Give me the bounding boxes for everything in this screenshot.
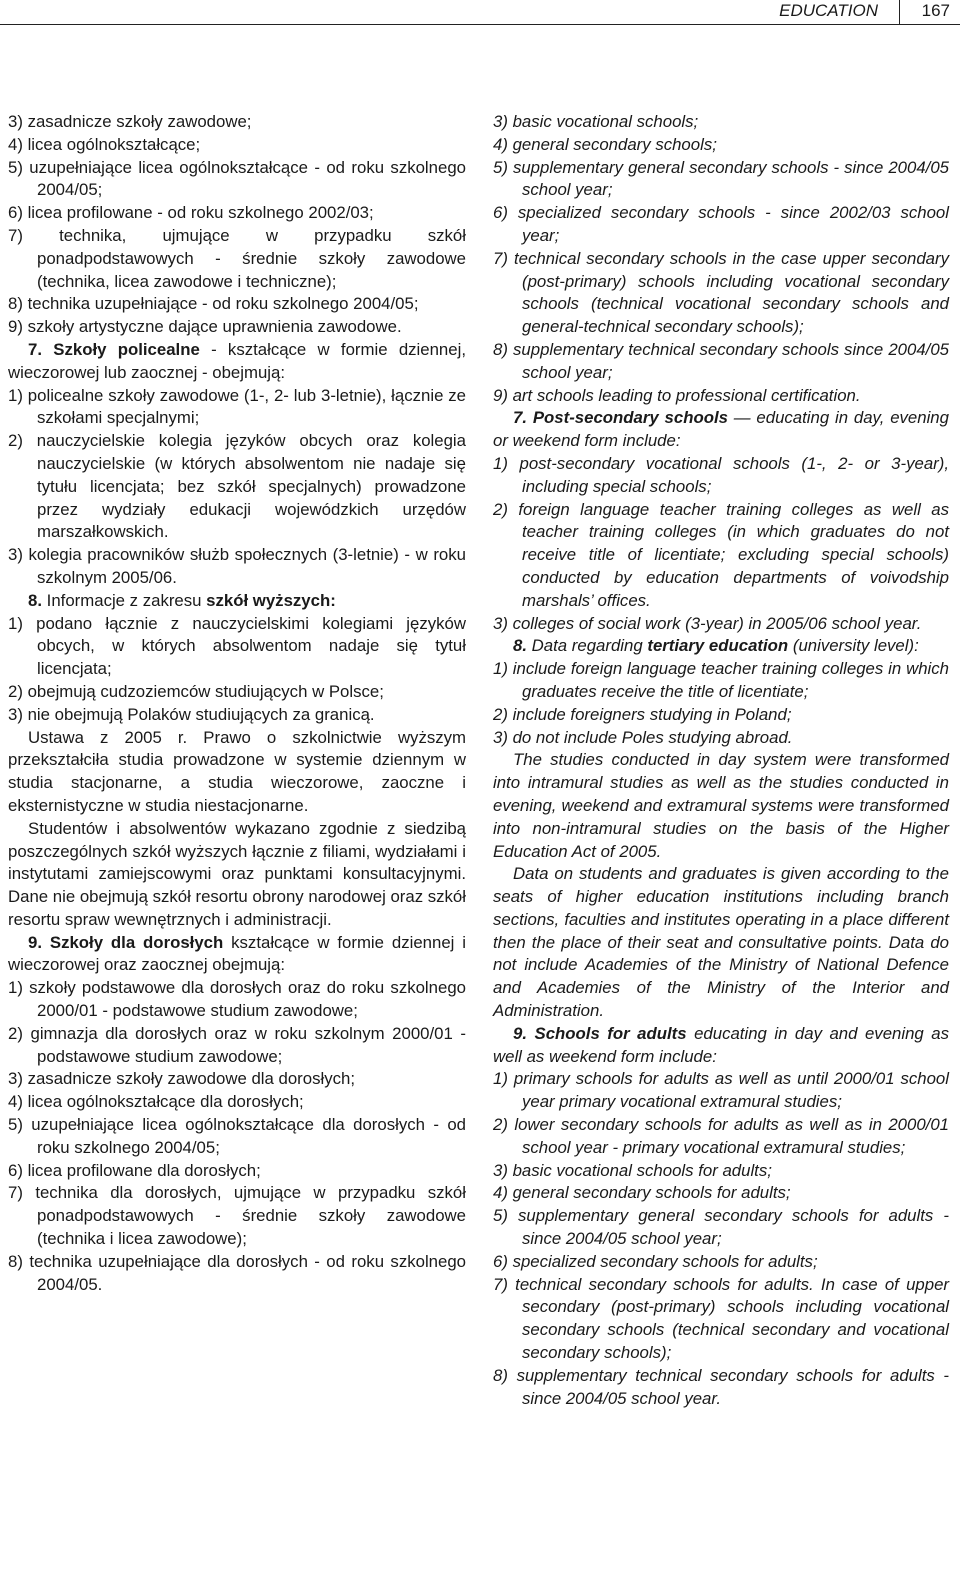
list-item: 8) technika uzupełniające - od roku szkolnego 2004/05; <box>8 294 419 314</box>
list-item: 3) basic vocational schools for adults; <box>493 1160 772 1180</box>
body-paragraph: Ustawa z 2005 r. Prawo o szkolnictwie wyższym przekształciła studia prowadzone w systemie dziennym w studia stacjonarne, a studia wieczorowe, zaoczne i eksternistyczne w studia niestacjonarne. <box>8 727 466 815</box>
section-number: 7. <box>28 339 42 359</box>
section-8-heading <box>493 635 949 658</box>
list-item: 5) supplementary general secondary schools - since 2004/05 school year; <box>493 157 949 200</box>
list-item: 2) nauczycielskie kolegia języków obcych oraz kolegia nauczycielskie (w których absolwentom nie nadaje się tytułu licencjata; bez szkół specjalnych) prowadzone przez wydziały edukacji wojewódzkich urzędów marszałkowskich. <box>8 431 466 542</box>
list-item: 4) general secondary schools for adults; <box>493 1183 791 1203</box>
list-item: 7) technical secondary schools in the case upper secondary (post-primary) schools including vocational secondary schools (technical vocational secondary schools and general-technical secondary schools); <box>493 248 949 337</box>
section-8-heading <box>8 590 466 613</box>
body-paragraph: Studentów i absolwentów wykazano zgodnie z siedzibą poszczególnych szkół wyższych łącznie z filiami, wydziałami i instytutami zamiejscowymi oraz punktami konsultacyjnymi. Dane nie obejmują szkół resortu obrony narodowej oraz szkół resortu spraw wewnętrznych i administracji. <box>8 818 466 929</box>
list-item: 3) kolegia pracowników służb społecznych (3-letnie) - w roku szkolnym 2005/06. <box>8 545 466 587</box>
section-number: 8. <box>28 590 42 610</box>
list-item: 6) licea profilowane dla dorosłych; <box>8 1160 261 1180</box>
section-number: 8. <box>513 636 527 656</box>
section-title-bold: tertiary education <box>647 636 789 656</box>
section-number: 7. <box>513 408 527 428</box>
list-item: 1) include foreign language teacher training colleges in which graduates receive the title of licentiate; <box>493 659 949 701</box>
list-item: 3) basic vocational schools; <box>493 112 699 131</box>
section-number: 9. <box>513 1023 527 1043</box>
list-item: 5) uzupełniające licea ogólnokształcące - od roku szkolnego 2004/05; <box>8 157 466 200</box>
list-item: 2) obejmują cudzoziemców studiujących w Polsce; <box>8 681 384 701</box>
list-item: 4) licea ogólnokształcące; <box>8 134 201 154</box>
list-item: 9) art schools leading to professional certification. <box>493 385 861 405</box>
section-intro: Data regarding <box>531 636 648 656</box>
section-intro: kształcące w formie dziennej i wieczorowej oraz zaocznej obejmują: <box>8 932 466 975</box>
section-9-heading <box>8 932 466 978</box>
list-item: 7) technical secondary schools for adults. In case of upper secondary (post-primary) schools including vocational secondary schools (technical secondary and vocational secondary schools); <box>493 1274 949 1363</box>
section-7-heading <box>493 407 949 453</box>
list-item: 1) szkoły podstawowe dla dorosłych oraz do roku szkolnego 2000/01 - podstawowe studium zawodowe; <box>8 978 466 1021</box>
section-title-bold: Post-secondary schools <box>532 408 728 428</box>
section-number: 9. <box>28 932 42 952</box>
list-item: 6) specialized secondary schools - since 2002/03 school year; <box>493 203 949 245</box>
list-item: 8) supplementary technical secondary schools for adults - since 2004/05 school year. <box>493 1365 949 1408</box>
section-intro-tail: (university level): <box>788 636 919 656</box>
section-intro: - kształcące w formie dziennej, wieczorowej lub zaocznej - obejmują: <box>8 339 466 382</box>
list-item: 6) specialized secondary schools for adults; <box>493 1251 818 1271</box>
list-item: 2) include foreigners studying in Poland; <box>493 704 792 724</box>
section-7-heading <box>8 339 466 385</box>
section-title-bold: Szkoły dla dorosłych <box>49 932 224 952</box>
list-item: 7) technika, ujmujące w przypadku szkół ponadpodstawowych - średnie szkoły zawodowe (technika, licea zawodowe i techniczne); <box>8 225 466 291</box>
header-divider <box>899 0 900 24</box>
body-paragraph: The studies conducted in day system were transformed into intramural studies as well as the studies conducted in evening, weekend and extramural systems were transformed into non-intramural studies on the basis of the Higher Education Act of 2005. <box>493 750 949 861</box>
list-item: 1) podano łącznie z nauczycielskimi kolegiami języków obcych, w których absolwentom nadaje się tytuł licencjata; <box>8 613 466 679</box>
running-header <box>0 0 960 25</box>
section-intro: Informacje z zakresu <box>46 590 207 610</box>
list-item: 1) primary schools for adults as well as until 2000/01 school year primary vocational extramural studies; <box>493 1069 949 1112</box>
section-9-heading <box>493 1023 949 1069</box>
list-item: 2) foreign language teacher training colleges as well as teacher training colleges (in which graduates do not receive title of licentiate; excluding special schools) conducted by education departments of voivodship marshals’ offices. <box>493 499 949 610</box>
list-item: 5) supplementary general secondary schools for adults - since 2004/05 school year; <box>493 1206 949 1249</box>
body-paragraph: Data on students and graduates is given according to the seats of higher education institutions including branch sections, faculties and institutes operating in a place different then the place of their seat and consultative points. Data do not include Academies of the Ministry of National Defence and Academies of the Ministry of the Interior and Administration. <box>493 864 949 1021</box>
section-title-bold: szkół wyższych: <box>206 590 336 610</box>
section-intro: educating in day and evening as well as weekend form include: <box>493 1023 949 1066</box>
list-item: 3) nie obejmują Polaków studiujących za granicą. <box>8 704 375 724</box>
list-item: 3) colleges of social work (3-year) in 2005/06 school year. <box>493 613 922 633</box>
list-item: 3) do not include Poles studying abroad. <box>493 727 793 747</box>
list-item: 4) general secondary schools; <box>493 134 717 154</box>
list-item: 8) technika uzupełniające dla dorosłych - od roku szkolnego 2004/05. <box>8 1251 466 1294</box>
english-column <box>493 111 949 1410</box>
section-title-bold: Szkoły policealne <box>53 339 200 359</box>
list-item: 2) gimnazja dla dorosłych oraz w roku szkolnym 2000/01 - podstawowe studium zawodowe; <box>8 1023 466 1066</box>
list-item: 6) licea profilowane - od roku szkolnego 2002/03; <box>8 203 374 223</box>
section-title-bold: Schools for adults <box>534 1023 687 1043</box>
list-item: 9) szkoły artystyczne dające uprawnienia zawodowe. <box>8 317 402 337</box>
list-item: 3) zasadnicze szkoły zawodowe dla dorosłych; <box>8 1069 355 1089</box>
list-item: 1) post-secondary vocational schools (1-, 2- or 3-year), including special schools; <box>493 453 949 496</box>
list-item: 3) zasadnicze szkoły zawodowe; <box>8 112 252 131</box>
section-intro: — educating in day, evening or weekend form include: <box>493 408 949 451</box>
list-item: 8) supplementary technical secondary schools since 2004/05 school year; <box>493 339 949 382</box>
list-item: 1) policealne szkoły zawodowe (1-, 2- lub 3-letnie), łącznie ze szkołami specjalnymi; <box>8 385 466 428</box>
list-item: 4) licea ogólnokształcące dla dorosłych; <box>8 1092 304 1112</box>
list-item: 2) lower secondary schools for adults as well as in 2000/01 school year - primary vocational extramural studies; <box>493 1115 949 1157</box>
page-number: 167 <box>921 1 950 20</box>
polish-column <box>8 111 466 1296</box>
list-item: 7) technika dla dorosłych, ujmujące w przypadku szkół ponadpodstawowych - średnie szkoły zawodowe (technika i licea zawodowe); <box>8 1183 466 1249</box>
section-title: EDUCATION <box>779 1 878 20</box>
list-item: 5) uzupełniające licea ogólnokształcące dla dorosłych - od roku szkolnego 2004/05; <box>8 1115 466 1157</box>
